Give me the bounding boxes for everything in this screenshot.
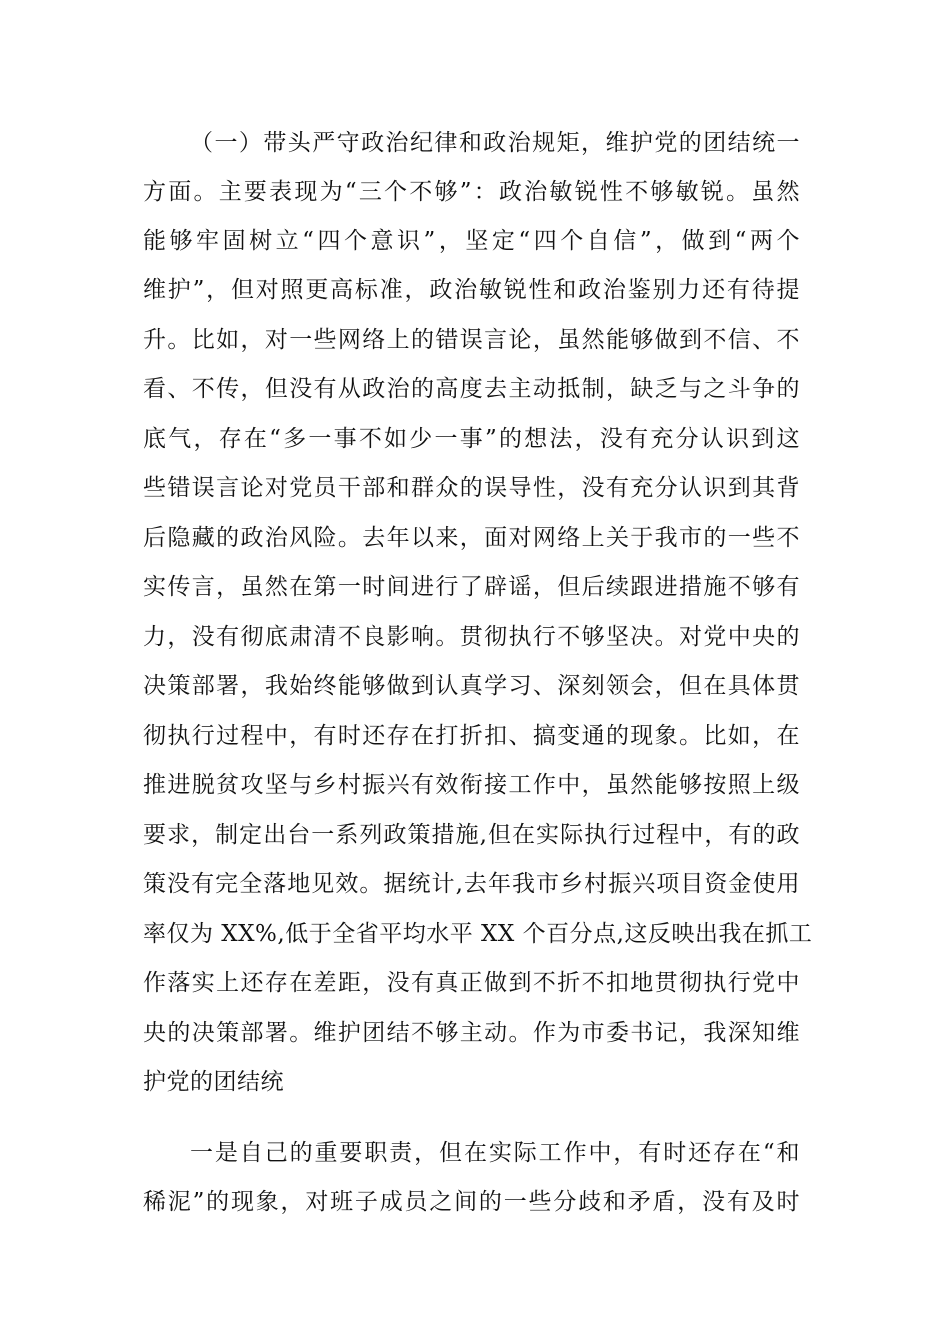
paragraph-2-line-2: 稀泥”的现象，对班子成员之间的一些分歧和矛盾，没有及时	[143, 1189, 800, 1215]
paragraph-1-line-2: 方面。主要表现为“三个不够”：政治敏锐性不够敏锐。虽然	[143, 179, 800, 205]
paragraph-1-line-20: 护党的团结统	[143, 1069, 284, 1095]
paragraph-1-line-11: 力，没有彻底肃清不良影响。贯彻执行不够坚决。对党中央的	[143, 624, 800, 650]
paragraph-1-line-6: 看、不传，但没有从政治的高度去主动抵制，缺乏与之斗争的	[143, 376, 800, 402]
paragraph-1-line-3: 能够牢固树立“四个意识”，坚定“四个自信”，做到“两个	[143, 228, 800, 254]
paragraph-1-line-9: 后隐藏的政治风险。去年以来，面对网络上关于我市的一些不	[143, 525, 800, 551]
paragraph-1-line-16: 策没有完全落地见效。据统计,去年我市乡村振兴项目资金使用	[143, 871, 800, 897]
paragraph-1-line-15: 要求，制定出台一系列政策措施,但在实际执行过程中，有的政	[143, 822, 800, 848]
paragraph-1-line-14: 推进脱贫攻坚与乡村振兴有效衔接工作中，虽然能够按照上级	[143, 772, 800, 798]
paragraph-1-line-12: 决策部署，我始终能够做到认真学习、深刻领会，但在具体贯	[143, 673, 800, 699]
paragraph-1-line-10: 实传言，虽然在第一时间进行了辟谣，但后续跟进措施不够有	[143, 574, 800, 600]
paragraph-1-line-7: 底气，存在“多一事不如少一事”的想法，没有充分认识到这	[143, 426, 800, 452]
paragraph-1-line-13: 彻执行过程中，有时还存在打折扣、搞变通的现象。比如，在	[143, 723, 800, 749]
paragraph-1-line-18: 作落实上还存在差距，没有真正做到不折不扣地贯彻执行党中	[143, 970, 800, 996]
paragraph-1-line-4: 维护”，但对照更高标准，政治敏锐性和政治鉴别力还有待提	[143, 277, 800, 303]
paragraph-2-line-1: 一是自己的重要职责，但在实际工作中，有时还存在“和	[190, 1140, 800, 1166]
paragraph-1-line-19: 央的决策部署。维护团结不够主动。作为市委书记，我深知维	[143, 1020, 800, 1046]
paragraph-1-line-8: 些错误言论对党员干部和群众的误导性，没有充分认识到其背	[143, 475, 800, 501]
paragraph-1-line-1: （一）带头严守政治纪律和政治规矩，维护党的团结统一	[190, 130, 800, 156]
paragraph-1-line-5: 升。比如，对一些网络上的错误言论，虽然能够做到不信、不	[143, 327, 800, 353]
paragraph-1-line-17: 率仅为 XX%,低于全省平均水平 XX 个百分点,这反映出我在抓工	[143, 921, 813, 947]
